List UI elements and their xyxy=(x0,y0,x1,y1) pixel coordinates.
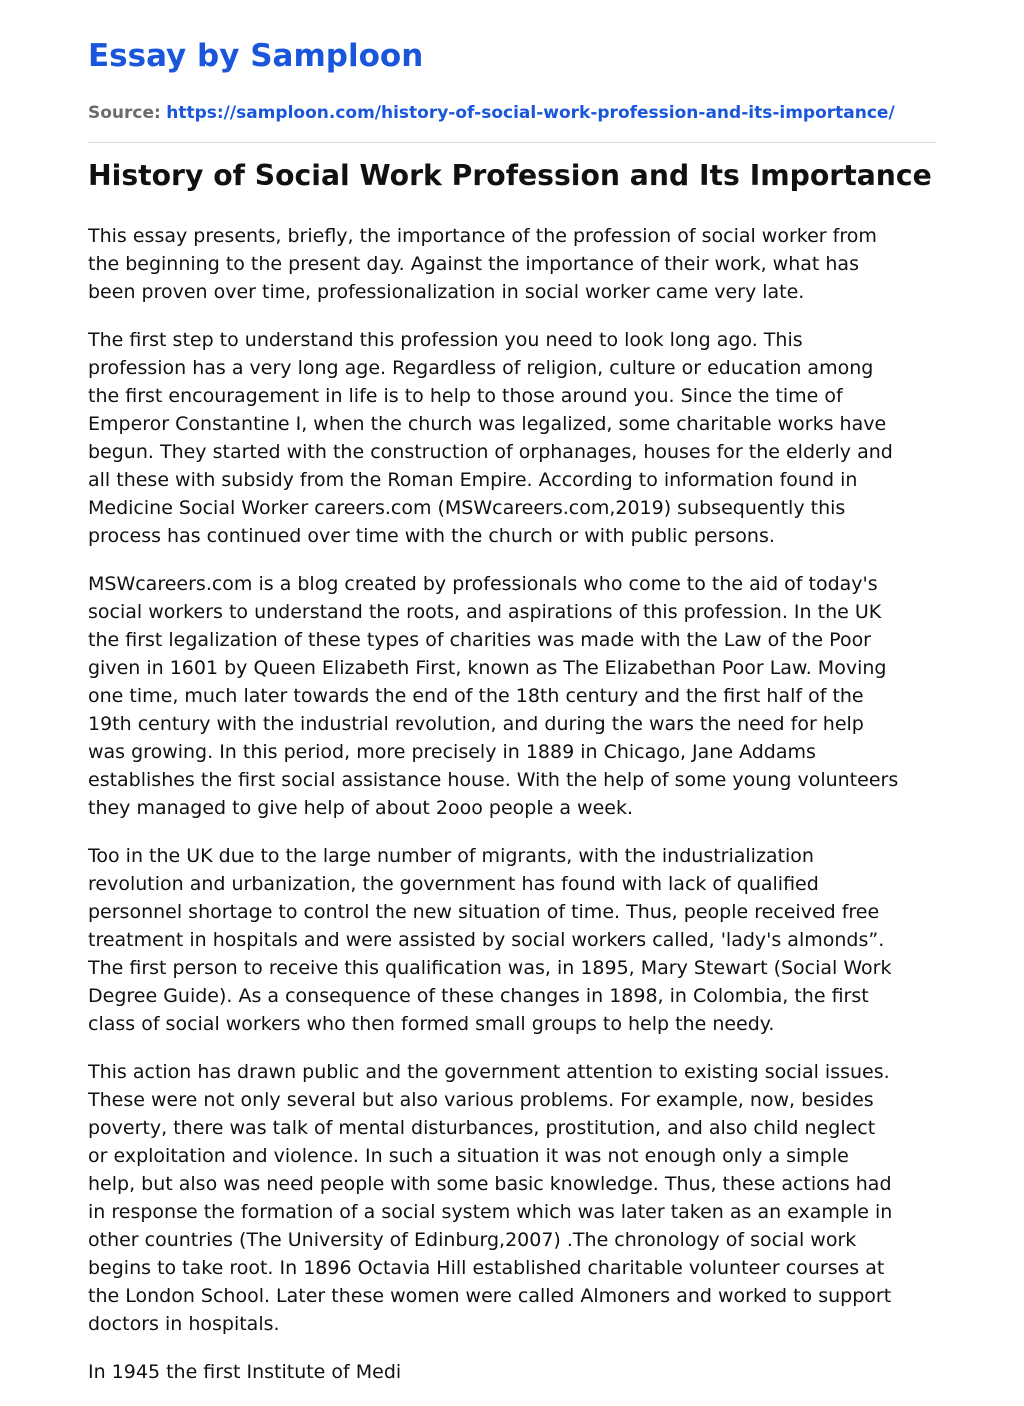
brand-title[interactable]: Essay by Samploon xyxy=(88,38,424,74)
paragraph-line: 19th century with the industrial revolution, and during the wars the need for help xyxy=(88,713,864,735)
paragraph-line: The first step to understand this profession you need to look long ago. This xyxy=(88,329,803,351)
paragraph-line: given in 1601 by Queen Elizabeth First, known as The Elizabethan Poor Law. Moving xyxy=(88,657,887,679)
essay-paragraph xyxy=(88,1358,936,1386)
essay-title: History of Social Work Profession and Its Importance xyxy=(88,159,932,192)
paragraph-line: in response the formation of a social system which was later taken as an example in xyxy=(88,1201,893,1223)
paragraph-line: the first encouragement in life is to help to those around you. Since the time of xyxy=(88,385,843,407)
paragraph-line: profession has a very long age. Regardless of religion, culture or education among xyxy=(88,357,874,379)
paragraph-line: begun. They started with the construction of orphanages, houses for the elderly and xyxy=(88,441,893,463)
source-line xyxy=(88,101,895,125)
paragraph-line: or exploitation and violence. In such a situation it was not enough only a simple xyxy=(88,1145,849,1167)
source-label: Source: xyxy=(88,103,161,123)
essay-body xyxy=(88,222,936,1406)
paragraph-line: In 1945 the first Institute of Medi xyxy=(88,1361,402,1383)
paragraph-line: other countries (The University of Edinburg,2007) .The chronology of social work xyxy=(88,1229,857,1251)
paragraph-line: poverty, there was talk of mental disturbances, prostitution, and also child neglect xyxy=(88,1117,876,1139)
paragraph-line: revolution and urbanization, the government has found with lack of qualified xyxy=(88,873,819,895)
paragraph-line: the beginning to the present day. Against the importance of their work, what has xyxy=(88,253,859,275)
essay-paragraph xyxy=(88,842,936,1038)
paragraph-line: The first person to receive this qualification was, in 1895, Mary Stewart (Social Work xyxy=(88,957,892,979)
paragraph-line: the London School. Later these women were called Almoners and worked to support xyxy=(88,1285,892,1307)
paragraph-line: been proven over time, professionalization in social worker came very late. xyxy=(88,281,805,303)
paragraph-line: begins to take root. In 1896 Octavia Hill established charitable volunteer courses at xyxy=(88,1257,885,1279)
paragraph-line: Emperor Constantine I, when the church was legalized, some charitable works have xyxy=(88,413,887,435)
essay-paragraph xyxy=(88,222,936,306)
paragraph-line: This action has drawn public and the government attention to existing social issues. xyxy=(88,1061,890,1083)
paragraph-line: establishes the first social assistance house. With the help of some young volunteers xyxy=(88,769,899,791)
paragraph-line: This essay presents, briefly, the importance of the profession of social worker from xyxy=(88,225,877,247)
paragraph-line: all these with subsidy from the Roman Empire. According to information found in xyxy=(88,469,858,491)
paragraph-line: they managed to give help of about 2ooo people a week. xyxy=(88,797,633,819)
paragraph-line: These were not only several but also various problems. For example, now, besides xyxy=(88,1089,874,1111)
paragraph-line: social workers to understand the roots, and aspirations of this profession. In the UK xyxy=(88,601,882,623)
paragraph-line: Degree Guide). As a consequence of these changes in 1898, in Colombia, the first xyxy=(88,985,869,1007)
paragraph-line: Medicine Social Worker careers.com (MSWcareers.com,2019) subsequently this xyxy=(88,497,846,519)
paragraph-line: was growing. In this period, more precisely in 1889 in Chicago, Jane Addams xyxy=(88,741,816,763)
paragraph-line: process has continued over time with the church or with public persons. xyxy=(88,525,775,547)
paragraph-line: doctors in hospitals. xyxy=(88,1313,280,1335)
paragraph-line: the first legalization of these types of charities was made with the Law of the Poor xyxy=(88,629,871,651)
essay-paragraph xyxy=(88,1058,936,1338)
paragraph-line: help, but also was need people with some basic knowledge. Thus, these actions had xyxy=(88,1173,892,1195)
paragraph-line: one time, much later towards the end of the 18th century and the first half of the xyxy=(88,685,864,707)
paragraph-line: MSWcareers.com is a blog created by professionals who come to the aid of today's xyxy=(88,573,878,595)
paragraph-line: class of social workers who then formed small groups to help the needy. xyxy=(88,1013,775,1035)
paragraph-line: personnel shortage to control the new situation of time. Thus, people received free xyxy=(88,901,880,923)
paragraph-line: Too in the UK due to the large number of migrants, with the industrialization xyxy=(88,845,814,867)
source-link[interactable]: https://samploon.com/history-of-social-work-profession-and-its-importance/ xyxy=(166,103,895,123)
header-divider xyxy=(88,142,936,143)
paragraph-line: treatment in hospitals and were assisted by social workers called, 'lady's almonds”. xyxy=(88,929,885,951)
essay-paragraph xyxy=(88,570,936,822)
essay-paragraph xyxy=(88,326,936,550)
